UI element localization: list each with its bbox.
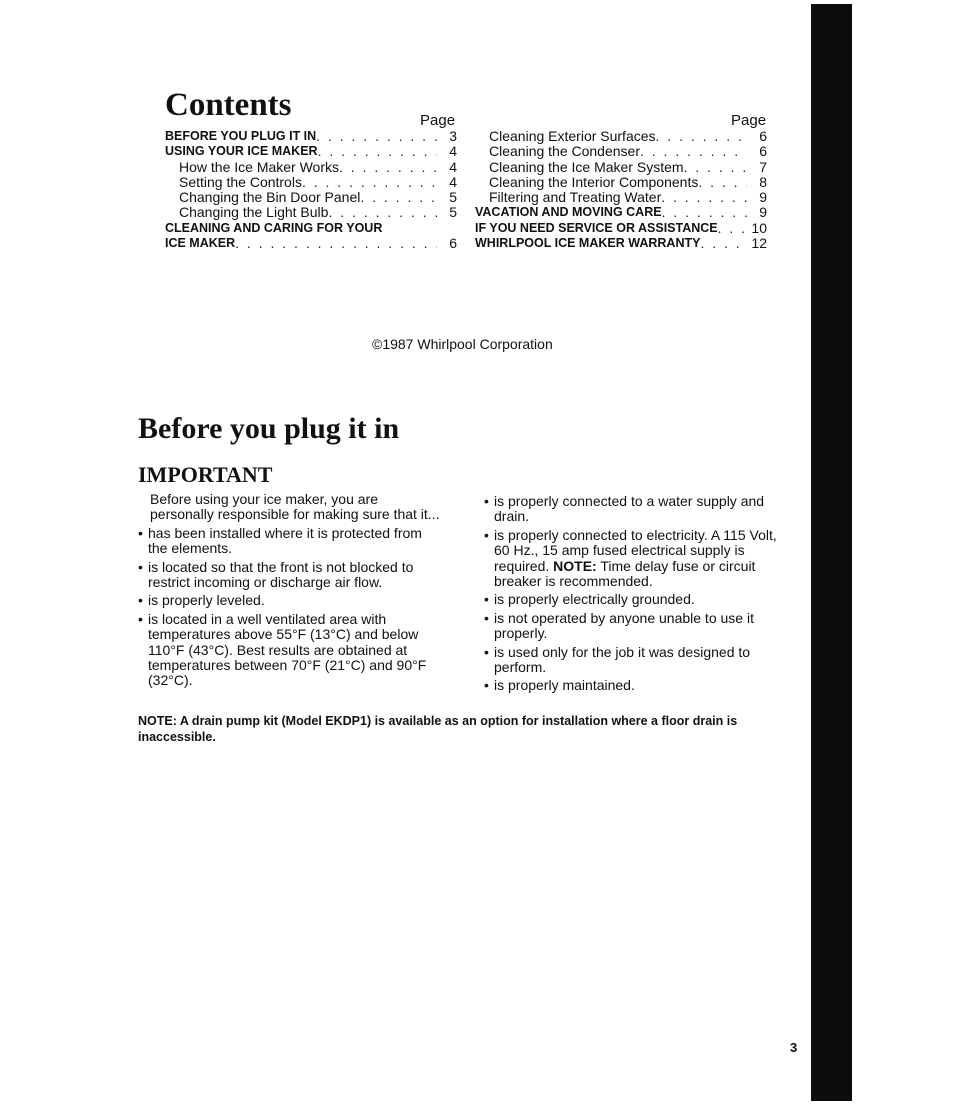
toc-entry-label: Setting the Controls [179,173,302,190]
checklist-item: • is properly connected to a water supply and drain. [484,494,792,525]
page-header-left: Page [420,112,456,129]
toc-entry [165,190,457,205]
intro-text: Before using your ice maker, you are personally responsible for making sure that it... [150,491,440,523]
toc-entry-label: BEFORE YOU PLUG IT IN [165,129,317,143]
toc-entry [165,144,457,159]
checklist-item [484,528,792,590]
checklist-item: • is properly electrically grounded. [484,592,792,607]
toc-entry-label: Cleaning the Ice Maker System [489,158,684,175]
checklist-item: • is used only for the job it was designed to perform. [484,645,792,676]
toc-entry [165,221,457,236]
copyright-notice: ©1987 Whirlpool Corporation [372,336,553,352]
checklist-item: • has been installed where it is protected from the elements. [138,526,443,557]
toc-entry [475,205,767,220]
toc-left-column [165,129,457,251]
toc-entry-label: Cleaning the Condenser [489,143,640,160]
toc-entry [165,160,457,175]
checklist-item: • is properly leveled. [138,593,443,608]
toc-entry [475,190,767,205]
toc-entry-label: USING YOUR ICE MAKER [165,144,318,159]
toc-entry-page: 9 [759,204,767,221]
toc-entry [165,236,457,251]
contents-title: Contents [165,87,292,123]
note-label: NOTE: [553,557,597,574]
note-text: Time delay fuse or circuit breaker is recommended. [494,557,756,590]
checklist-item-text: is properly connected to electricity. A 115 Volt, 60 Hz., 15 amp fused electrical supply is required. [494,526,777,574]
toc-entry-label: VACATION AND MOVING CARE [475,205,662,220]
toc-entry [165,205,457,220]
section-title: Before you plug it in [138,412,400,445]
toc-entry [165,129,457,144]
toc-entry [475,144,767,159]
sidebar-tab [811,4,852,1101]
checklist-item: • is located so that the front is not blocked to restrict incoming or discharge air flow. [138,560,443,591]
toc-entry-label: IF YOU NEED SERVICE OR ASSISTANCE [475,220,718,235]
checklist-item: • is not operated by anyone unable to use it properly. [484,611,792,642]
toc-entry-label: ICE MAKER [165,236,236,251]
sidebar-label: BEFORE USING • PARTS AND FEATURES [672,45,689,333]
toc-entry-page: 4 [449,143,457,160]
page-header-right: Page [731,112,767,129]
toc-entry-page: 6 [449,235,457,252]
toc-entry-page: 12 [751,235,767,252]
toc-right-column [475,129,767,251]
right-checklist [484,494,792,694]
toc-entry-page: 4 [449,158,457,175]
toc-entry [475,236,767,251]
toc-entry-label: How the Ice Maker Works [179,158,340,175]
toc-entry-page: 9 [759,189,767,206]
toc-entry-page: 3 [449,128,457,144]
toc-entry-page: 6 [759,143,767,160]
toc-entry [475,175,767,190]
toc-entry-page: 5 [449,189,457,206]
toc-entry-label: Cleaning Exterior Surfaces [489,128,656,144]
toc-entry-page: 6 [759,128,767,144]
checklist-item: • is located in a well ventilated area with temperatures above 55°F (13°C) and below 110°F (43°C). Best results are obtained at temperatures between 70°F (21°C) and 90°F (32°C). [138,612,443,689]
toc-entry [475,221,767,236]
toc-entry-page: 7 [759,158,767,175]
checklist-item: • is properly maintained. [484,678,792,693]
toc-entry-page: 4 [449,173,457,190]
left-checklist [138,492,443,689]
important-heading: IMPORTANT [138,462,273,487]
toc-entry-label: Cleaning the Interior Components [489,173,699,190]
toc-entry [475,129,767,144]
toc-entry-page: 10 [751,219,767,236]
toc-entry-label: CLEANING AND CARING FOR YOUR [165,220,383,235]
toc-entry-page [437,221,457,236]
toc-entry-page: 8 [759,173,767,190]
page-number: 3 [790,1040,798,1055]
toc-entry-label: Changing the Bin Door Panel [179,189,361,206]
toc-entry-label: WHIRLPOOL ICE MAKER WARRANTY [475,236,701,251]
toc-entry [475,160,767,175]
toc-entry-label: Changing the Light Bulb [179,204,329,221]
footer-note: NOTE: A drain pump kit (Model EKDP1) is available as an option for installation where a floor drain is inaccessible. [138,714,738,744]
toc-entry [165,175,457,190]
toc-entry-label: Filtering and Treating Water [489,189,662,206]
toc-entry-page: 5 [449,204,457,221]
